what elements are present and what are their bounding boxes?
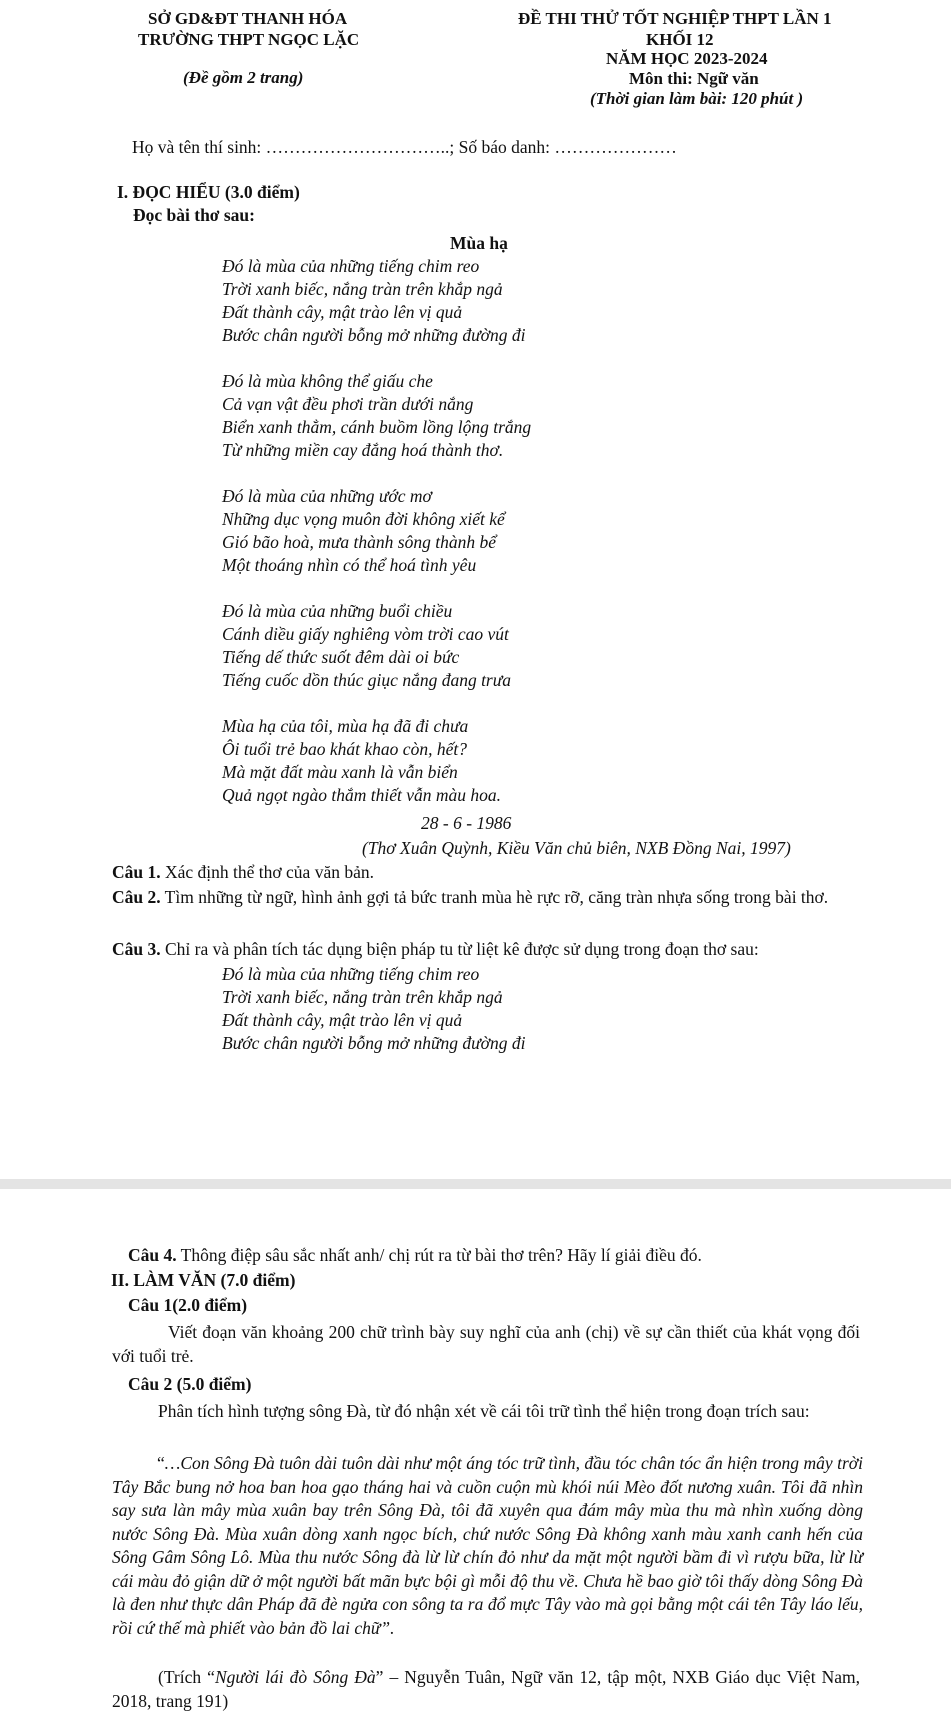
poem-stanza	[222, 485, 531, 577]
excerpt-line: Bước chân người bỗng mở những đường đi	[222, 1033, 526, 1053]
citation-suffix: ” – Nguyễn Tuân, Ngữ văn 12, tập một, NXB Giáo dục Việt Nam, 2018, trang 191)	[112, 1667, 860, 1711]
poem-date: 28 - 6 - 1986	[421, 813, 512, 833]
question-2-label: Câu 2.	[112, 887, 161, 907]
question-1-text: Xác định thể thơ của văn bản.	[160, 862, 374, 882]
essay-2-prompt: Phân tích hình tượng sông Đà, từ đó nhận xét về cái tôi trữ tình thể hiện trong đoạn trích sau:	[158, 1401, 810, 1421]
poem-line: Đó là mùa của những buổi chiều	[222, 601, 453, 621]
question-3-label: Câu 3.	[112, 939, 161, 959]
school-department: SỞ GD&ĐT THANH HÓA	[148, 9, 348, 28]
question-1-label: Câu 1.	[112, 862, 161, 882]
exam-grade: KHỐI 12	[646, 30, 714, 49]
poem-line: Đó là mùa của những tiếng chim reo	[222, 256, 480, 276]
exam-duration: (Thời gian làm bài: 120 phút )	[590, 89, 804, 108]
section-1-title: I. ĐỌC HIỂU (3.0 điểm)	[117, 182, 300, 202]
excerpt-line: Trời xanh biếc, nắng tràn trên khắp ngả	[222, 987, 503, 1007]
poem-stanza	[222, 370, 531, 462]
exam-subject: Môn thi: Ngữ văn	[629, 69, 759, 88]
section-2-title: II. LÀM VĂN (7.0 điểm)	[111, 1270, 296, 1290]
poem-line: Một thoáng nhìn có thể hoá tình yêu	[222, 555, 477, 575]
question-3	[112, 938, 872, 962]
poem-line: Mùa hạ của tôi, mùa hạ đã đi chưa	[222, 716, 469, 736]
citation-work-title: Người lái đò Sông Đà	[214, 1667, 376, 1687]
exam-title: ĐỀ THI THỬ TỐT NGHIỆP THPT LẦN 1	[518, 9, 832, 28]
essay-1-prompt: Viết đoạn văn khoảng 200 chữ trình bày suy nghĩ của anh (chị) về sự cần thiết của khát vọng đối với tuổi trẻ.	[112, 1322, 860, 1366]
school-year: NĂM HỌC 2023-2024	[606, 49, 768, 68]
poem-line: Trời xanh biếc, nắng tràn trên khắp ngả	[222, 279, 503, 299]
quote-open-mark: “	[157, 1453, 165, 1473]
poem-line: Những dục vọng muôn đời không xiết kể	[222, 509, 505, 529]
excerpt-line: Đất thành cây, mật trào lên vị quả	[222, 1010, 463, 1030]
poem-line: Đất thành cây, mật trào lên vị quả	[222, 302, 463, 322]
poem-source: (Thơ Xuân Quỳnh, Kiều Văn chủ biên, NXB Đồng Nai, 1997)	[362, 838, 791, 858]
excerpt-line: Đó là mùa của những tiếng chim reo	[222, 964, 480, 984]
page-count-note: (Đề gồm 2 trang)	[183, 68, 304, 87]
question-3-text: Chỉ ra và phân tích tác dụng biện pháp tu từ liệt kê được sử dụng trong đoạn thơ sau:	[160, 939, 759, 959]
poem-line: Biển xanh thẳm, cánh buồm lồng lộng trắng	[222, 417, 532, 437]
candidate-name-label: Họ và tên thí sinh:	[132, 137, 266, 157]
excerpt-citation	[112, 1666, 860, 1713]
question-4-text: Thông điệp sâu sắc nhất anh/ chị rút ra từ bài thơ trên? Hãy lí giải điều đó.	[176, 1245, 702, 1265]
poem-body	[222, 255, 531, 807]
candidate-name-field[interactable]: …………………………..	[265, 137, 450, 157]
candidate-line	[132, 136, 677, 159]
question-2-text: Tìm những từ ngữ, hình ảnh gợi tả bức tranh mùa hè rực rỡ, căng tràn nhựa sống trong bài thơ.	[160, 887, 829, 907]
reading-instruction: Đọc bài thơ sau:	[133, 205, 255, 225]
poem-line: Cả vạn vật đều phơi trần dưới nắng	[222, 394, 474, 414]
excerpt-text: …Con Sông Đà tuôn dài tuôn dài như một áng tóc trữ tình, đầu tóc chân tóc ẩn hiện trong mây trời Tây Bắc bung nở hoa ban hoa gạo tháng hai và cuồn cuộn mù khói núi Mèo đốt nương xuân. Tôi đã nhìn say sưa làn mây mùa xuân bay trên Sông Đà, tôi đã xuyên qua đám mây mùa thu mà nhìn xuống dòng nước Sông Đà. Mùa xuân dòng xanh ngọc bích, chứ nước Sông Đà không xanh màu xanh canh hến của Sông Gâm Sông Lô. Mùa thu nước Sông đà lừ lừ chín đỏ như da mặt một người bầm đi vì rượu bữa, lừ lừ cái màu đỏ giận dữ ở một người bất mãn bực bội gì mỗi độ thu về. Chưa hề bao giờ tôi thấy dòng Sông Đà là đen như thực dân Pháp đã đè ngửa con sông ta ra đổ mực Tây vào mà gọi bằng một cái tên Tây láo lếu, rồi cứ thế mà phiết vào bản đồ lai chữ”.	[112, 1453, 863, 1638]
question-4-label: Câu 4.	[128, 1245, 177, 1265]
poem-line: Ôi tuổi trẻ bao khát khao còn, hết?	[222, 739, 467, 759]
candidate-id-field[interactable]: …………………	[554, 137, 677, 157]
poem-line: Cánh diều giấy nghiêng vòm trời cao vút	[222, 624, 509, 644]
citation-prefix: (Trích “	[158, 1667, 215, 1687]
poem-line: Mà mặt đất màu xanh là vẫn biển	[222, 762, 458, 782]
school-name: TRƯỜNG THPT NGỌC LẶC	[138, 30, 360, 49]
poem-stanza	[222, 600, 531, 692]
poem-line: Tiếng dế thức suốt đêm dài oi bức	[222, 647, 460, 667]
essay-1-title: Câu 1(2.0 điểm)	[128, 1295, 248, 1315]
essay-2-title: Câu 2 (5.0 điểm)	[128, 1374, 252, 1394]
poem-line: Đó là mùa không thể giấu che	[222, 371, 433, 391]
question-2	[112, 885, 860, 909]
poem-stanza	[222, 255, 531, 347]
poem-stanza	[222, 715, 531, 807]
essay-2-excerpt	[112, 1452, 863, 1640]
poem-line: Tiếng cuốc dồn thúc giục nắng đang trưa	[222, 670, 512, 690]
candidate-id-label: ; Số báo danh:	[449, 137, 555, 157]
question-4	[128, 1244, 868, 1268]
question-1	[112, 861, 860, 885]
question-3-excerpt	[222, 963, 526, 1055]
poem-line: Đó là mùa của những ước mơ	[222, 486, 432, 506]
poem-title: Mùa hạ	[450, 233, 508, 253]
poem-line: Quả ngọt ngào thắm thiết vẫn màu hoa.	[222, 785, 502, 805]
page-divider	[0, 1179, 951, 1189]
poem-line: Từ những miền cay đắng hoá thành thơ.	[222, 440, 504, 460]
poem-line: Gió bão hoà, mưa thành sông thành bể	[222, 532, 496, 552]
poem-line: Bước chân người bỗng mở những đường đi	[222, 325, 526, 345]
